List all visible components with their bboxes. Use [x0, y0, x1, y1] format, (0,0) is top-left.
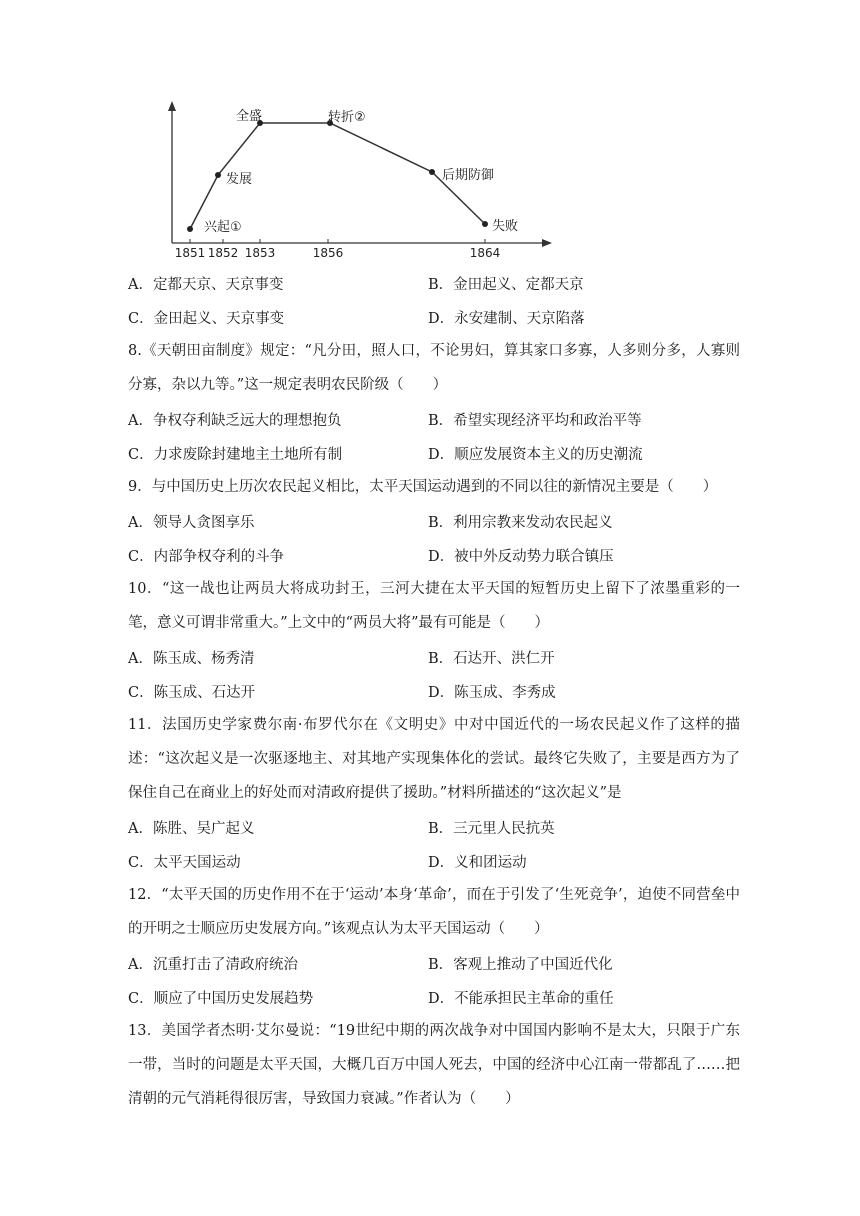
- stage-label: 全盛: [236, 109, 263, 124]
- stage-label: 兴起①: [204, 220, 242, 235]
- question-stem: 13．美国学者杰明·艾尔曼说：“19世纪中期的两次战争对中国国内影响不是太大，只限于广东一带，当时的问题是太平天国，大概几百万中国人死去，中国的经济中心江南一带都乱了……把清朝的元气消耗得很厉害，导致国力衰减。”作者认为（ ）: [128, 1023, 740, 1107]
- option-b: B．利用宗教来发动农民起义: [428, 514, 613, 531]
- option-d: D．永安建制、天京陷落: [428, 310, 585, 327]
- option-c: C．太平天国运动: [128, 854, 241, 871]
- option-a: A．陈玉成、杨秀清: [128, 650, 255, 667]
- question-10: [128, 572, 740, 640]
- q11-options-row1: [128, 810, 740, 844]
- q7-options-row1: [128, 266, 740, 300]
- option-a: A．沉重打击了清政府统治: [128, 956, 298, 973]
- questions: [128, 266, 740, 1116]
- option-b: B．三元里人民抗英: [428, 820, 555, 837]
- option-b: B．金田起义、定都天京: [428, 276, 584, 293]
- stage-point: [482, 221, 488, 227]
- x-axis-arrow: [542, 239, 552, 247]
- q9-options-row1: [128, 504, 740, 538]
- option-b: B．希望实现经济平均和政治平等: [428, 412, 642, 429]
- question-stem: 8.《天朝田亩制度》规定：“凡分田，照人口，不论男妇，算其家口多寡，人多则分多，人寡则分寡，杂以九等。”这一规定表明农民阶级（ ）: [128, 343, 740, 393]
- option-a: A．领导人贪图享乐: [128, 514, 255, 531]
- stage-label: 发展: [226, 172, 253, 187]
- question-stem: 11．法国历史学家费尔南·布罗代尔在《文明史》中对中国近代的一场农民起义作了这样的描述：“这次起义是一次驱逐地主、对其地产实现集体化的尝试。最终它失败了，主要是西方为了保住自己在商业上的好处而对清政府提供了援助。”材料所描述的“这次起义”是: [128, 717, 740, 801]
- option-c: C．金田起义、天京事变: [128, 310, 285, 327]
- option-a: A．定都天京、天京事变: [128, 276, 284, 293]
- stage-label: 转折②: [328, 110, 366, 125]
- x-tick-label: 1856: [312, 246, 344, 260]
- stage-point: [215, 172, 221, 178]
- question-12: [128, 878, 740, 946]
- taiping-stages-chart: [160, 95, 560, 260]
- option-b: B．客观上推动了中国近代化: [428, 956, 613, 973]
- option-a: A．陈胜、吴广起义: [128, 820, 255, 837]
- option-d: D．义和团运动: [428, 854, 527, 871]
- x-tick-label: 1851: [174, 246, 206, 260]
- q10-options-row1: [128, 640, 740, 674]
- q8-options-row1: [128, 402, 740, 436]
- option-c: C．陈玉成、石达开: [128, 684, 256, 701]
- option-a: A．争权夺利缺乏远大的理想抱负: [128, 412, 342, 429]
- question-9: [128, 470, 740, 504]
- x-tick-label: 1864: [469, 246, 501, 260]
- x-tick-label: 1853: [244, 246, 276, 260]
- q11-options-row2: [128, 844, 740, 878]
- option-b: B．石达开、洪仁开: [428, 650, 555, 667]
- option-d: D．不能承担民主革命的重任: [428, 990, 614, 1007]
- option-d: D．被中外反动势力联合镇压: [428, 548, 614, 565]
- option-d: D．陈玉成、李秀成: [428, 684, 556, 701]
- question-stem: 9．与中国历史上历次农民起义相比，太平天国运动遇到的不同以往的新情况主要是（ ）: [128, 479, 718, 495]
- q12-options-row1: [128, 946, 740, 980]
- stage-label: 失败: [492, 219, 519, 234]
- option-c: C．内部争权夺利的斗争: [128, 548, 285, 565]
- y-axis-arrow: [168, 101, 176, 111]
- q8-options-row2: [128, 436, 740, 470]
- stage-label: 后期防御: [442, 168, 495, 183]
- q12-options-row2: [128, 980, 740, 1014]
- stage-point: [429, 169, 435, 175]
- question-11: [128, 708, 740, 810]
- option-c: C．顺应了中国历史发展趋势: [128, 990, 314, 1007]
- question-13: [128, 1014, 740, 1116]
- question-8: [128, 334, 740, 402]
- option-d: D．顺应发展资本主义的历史潮流: [428, 446, 643, 463]
- stage-point: [187, 226, 193, 232]
- chart-svg: [160, 95, 560, 260]
- option-c: C．力求废除封建地主土地所有制: [128, 446, 343, 463]
- question-stem: 12．“太平天国的历史作用不在于‘运动’本身‘革命’，而在于引发了‘生死竞争’，迫使不同营垒中的开明之士顺应历史发展方向。”该观点认为太平天国运动（ ）: [128, 887, 740, 937]
- q7-options-row2: [128, 300, 740, 334]
- question-stem: 10．“这一战也让两员大将成功封王，三河大捷在太平天国的短暂历史上留下了浓墨重彩的一笔，意义可谓非常重大。”上文中的“两员大将”最有可能是（ ）: [128, 581, 740, 631]
- q9-options-row2: [128, 538, 740, 572]
- q10-options-row2: [128, 674, 740, 708]
- x-tick-label: 1852: [207, 246, 239, 260]
